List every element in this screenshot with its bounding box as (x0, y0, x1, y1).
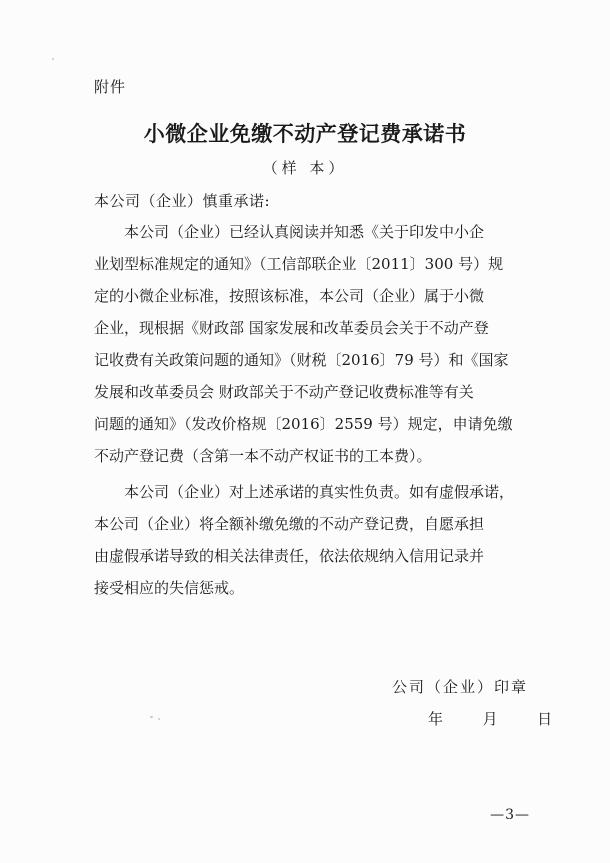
paragraph-line: 定的小微企业标准，按照该标准，本公司（企业）属于小微 (94, 287, 485, 305)
paragraph-line: 接受相应的失信惩戒。 (94, 579, 245, 597)
paragraph-line: 问题的通知》（发改价格规〔2016〕2559 号）规定，申请免缴 (94, 415, 513, 433)
date-month-label: 月 (482, 710, 498, 728)
salutation: 本公司（企业）慎重承诺: (94, 192, 271, 210)
page-number: —3— (490, 807, 530, 823)
paragraph-line: 本公司（企业）对上述承诺的真实性负责。如有虚假承诺， (124, 483, 515, 501)
paragraph-line: 企业，现根据《财政部 国家发展和改革委员会关于不动产登 (94, 319, 489, 337)
paragraph-line: 本公司（企业）已经认真阅读并知悉《关于印发中小企 (124, 223, 485, 241)
company-stamp-label: 公司（企业）印章 (391, 678, 528, 696)
scan-speck (158, 718, 160, 720)
sample-label: （样 本） (262, 159, 348, 177)
scan-speck (150, 716, 153, 718)
paragraph-line: 由虚假承诺导致的相关法律责任，依法依规纳入信用记录并 (94, 547, 485, 565)
paragraph-line: 记收费有关政策问题的通知》（财税〔2016〕79 号）和《国家 (94, 351, 509, 369)
date-line (428, 708, 552, 729)
scan-speck (52, 58, 54, 60)
date-year-label: 年 (428, 710, 444, 728)
paragraph-line: 发展和改革委员会 财政部关于不动产登记收费标准等有关 (94, 383, 474, 401)
document-title: 小微企业免缴不动产登记费承诺书 (143, 121, 467, 146)
date-day-label: 日 (537, 710, 553, 728)
paragraph-line: 不动产登记费（含第一本不动产权证书的工本费）。 (94, 447, 432, 465)
attachment-label: 附件 (94, 78, 127, 96)
paragraph-line: 业划型标准规定的通知》（工信部联企业〔2011〕300 号）规 (94, 255, 504, 273)
paragraph-line: 本公司（企业）将全额补缴免缴的不动产登记费，自愿承担 (94, 515, 485, 533)
